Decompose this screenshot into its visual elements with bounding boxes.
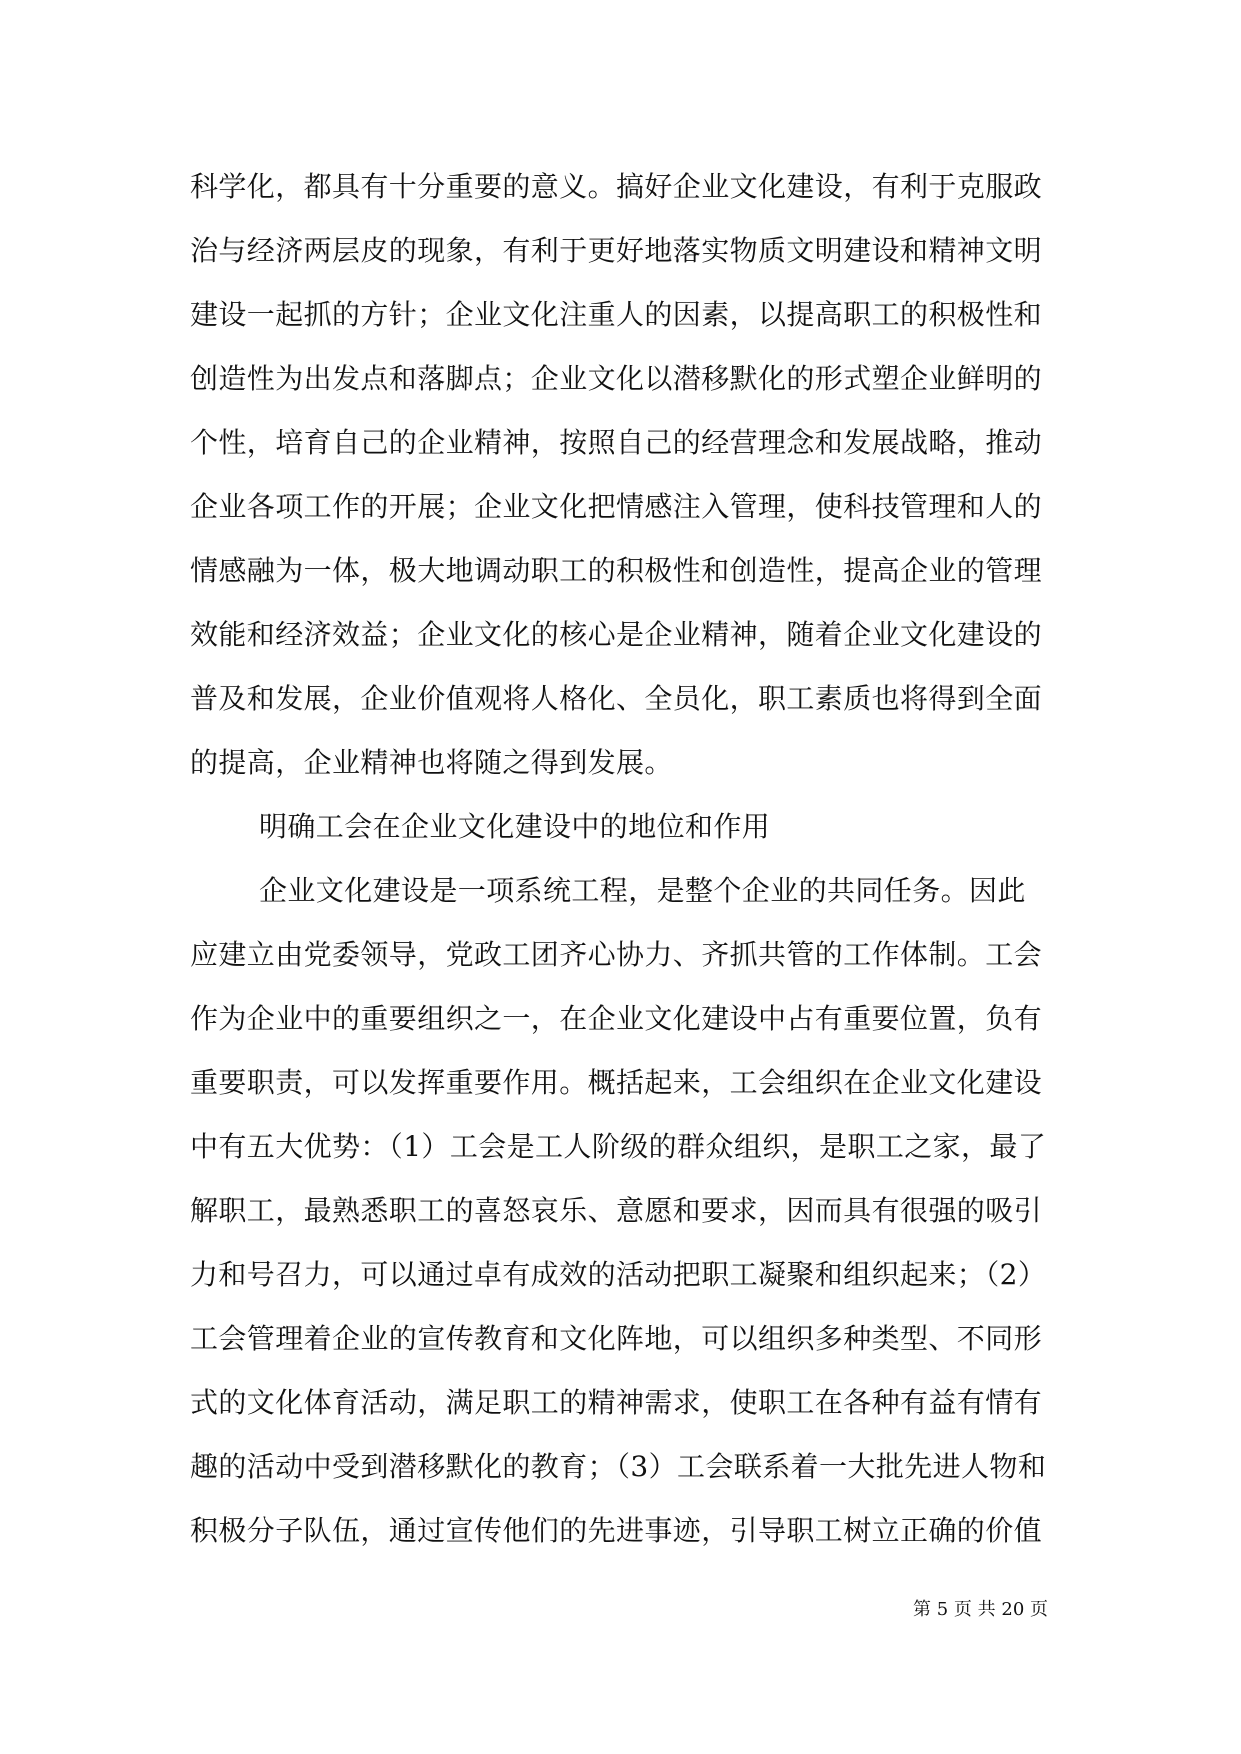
- body-text: [190, 155, 1048, 1563]
- text-line: 建设一起抓的方针；企业文化注重人的因素，以提高职工的积极性和: [190, 298, 1043, 331]
- text-line: 应建立由党委领导，党政工团齐心协力、齐抓共管的工作体制。工会: [190, 938, 1043, 971]
- text-line: 企业各项工作的开展；企业文化把情感注入管理，使科技管理和人的: [190, 490, 1043, 523]
- text-line: 式的文化体育活动，满足职工的精神需求，使职工在各种有益有情有: [190, 1386, 1043, 1419]
- page-number: 第 5 页 共 20 页: [913, 1599, 1048, 1620]
- text-line: 的提高，企业精神也将随之得到发展。: [190, 746, 673, 779]
- text-line: 情感融为一体，极大地调动职工的积极性和创造性，提高企业的管理: [190, 554, 1043, 587]
- text-line: 作为企业中的重要组织之一，在企业文化建设中占有重要位置，负有: [190, 1002, 1043, 1035]
- text-line: 重要职责，可以发挥重要作用。概括起来，工会组织在企业文化建设: [190, 1066, 1043, 1099]
- text-line: 科学化，都具有十分重要的意义。搞好企业文化建设，有利于克服政: [190, 170, 1043, 203]
- text-line: 治与经济两层皮的现象，有利于更好地落实物质文明建设和精神文明: [190, 234, 1043, 267]
- text-line: 趣的活动中受到潜移默化的教育；（3）工会联系着一大批先进人物和: [190, 1450, 1047, 1483]
- text-line: 创造性为出发点和落脚点；企业文化以潜移默化的形式塑企业鲜明的: [190, 362, 1043, 395]
- text-line: 解职工，最熟悉职工的喜怒哀乐、意愿和要求，因而具有很强的吸引: [190, 1194, 1043, 1227]
- section-heading: 明确工会在企业文化建设中的地位和作用: [259, 810, 771, 843]
- text-line: 效能和经济效益；企业文化的核心是企业精神，随着企业文化建设的: [190, 618, 1043, 651]
- text-line: 企业文化建设是一项系统工程，是整个企业的共同任务。因此: [259, 874, 1026, 907]
- text-line: 普及和发展，企业价值观将人格化、全员化，职工素质也将得到全面: [190, 682, 1043, 715]
- text-line: 中有五大优势：（1）工会是工人阶级的群众组织，是职工之家，最了: [190, 1130, 1047, 1163]
- text-line: 工会管理着企业的宣传教育和文化阵地，可以组织多种类型、不同形: [190, 1322, 1043, 1355]
- text-line: 积极分子队伍，通过宣传他们的先进事迹，引导职工树立正确的价值: [190, 1514, 1043, 1547]
- text-line: 个性，培育自己的企业精神，按照自己的经营理念和发展战略，推动: [190, 426, 1043, 459]
- text-line: 力和号召力，可以通过卓有成效的活动把职工凝聚和组织起来；（2）: [190, 1258, 1047, 1291]
